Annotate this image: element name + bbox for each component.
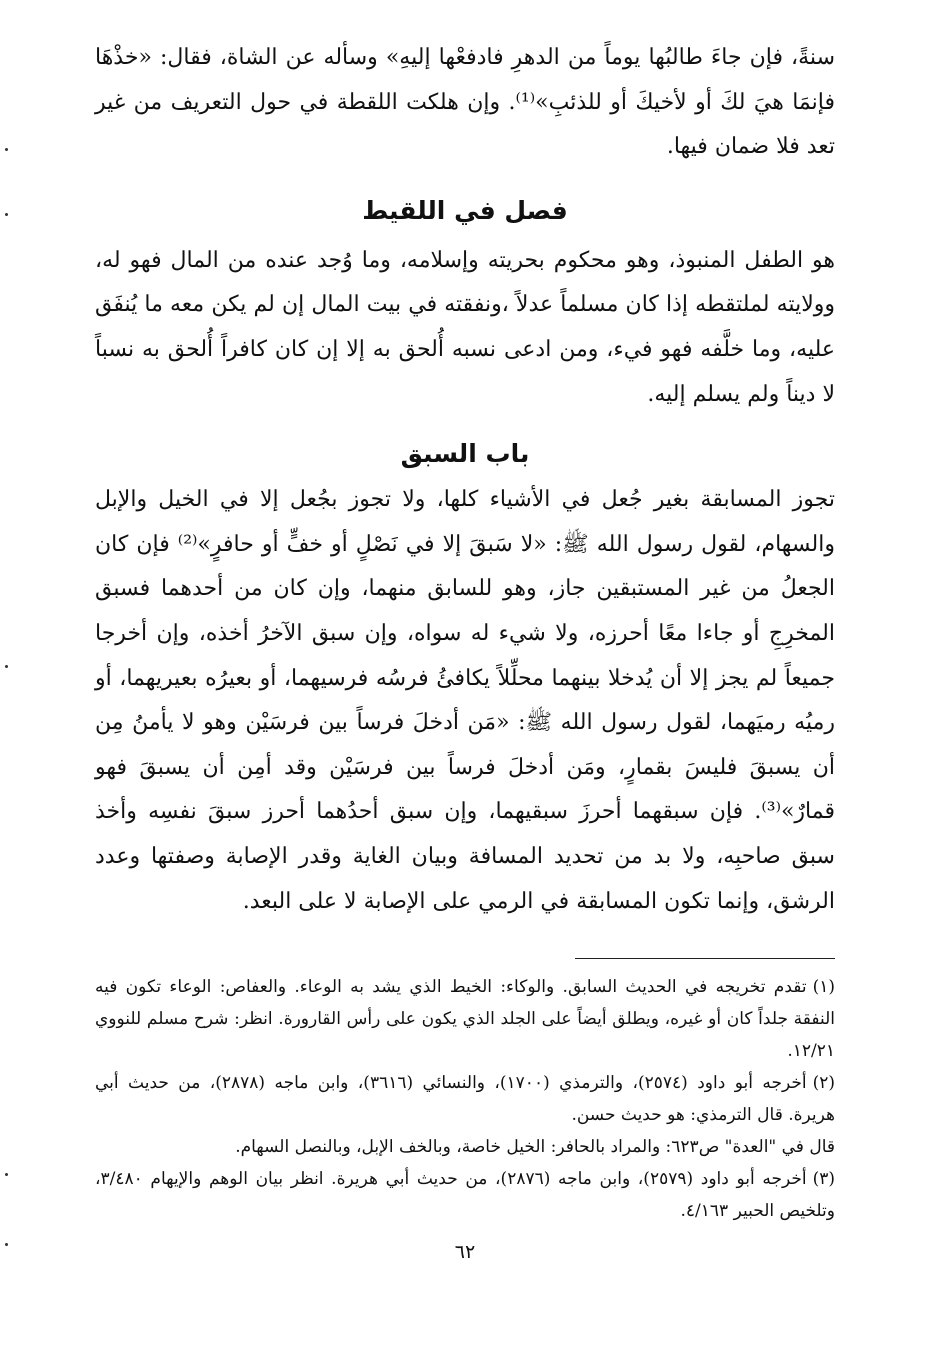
footnote-2-continued [95,1131,835,1163]
chapter-heading-racing: باب السبق [400,439,530,469]
footnote-text: أخرجه أبو داود (٢٥٧٩)، وابن ماجه (٢٨٧٦)، من حديث أبي هريرة. انظر بيان الوهم والإيهام ٣/٤٨٠، وتلخيص الحبير ٤/١٦٣. [95,1169,835,1222]
footnote-3 [95,1163,835,1227]
scan-artifact-dot [5,1243,8,1246]
footnote-separator [575,958,835,959]
scan-artifact-dot [5,148,8,151]
paragraph-lost-property-end: سنةً، فإن جاءَ طالبُها يوماً من الدهرِ فادفعْها إليهِ» وسأله عن الشاة، فقال: «خذْهَا فإنمَا هيَ لكَ أو لأخيكَ أو للذئبِ»⁽¹⁾. وإن هلكت اللقطة في حول التعريف من غير تعد فلا ضمان فيها. [95,45,836,160]
paragraph-racing: تجوز المسابقة بغير جُعل في الأشياء كلها، ولا تجوز بجُعل إلا في الخيل والإبل والسهام، لقول رسول الله ﷺ: «لا سَبقَ إلا في نَصْلٍ أو خفٍّ أو حافرٍ»⁽²⁾ فإن كان الجعلُ من غير المستبقين جاز، وهو للسابق منهما، وإن كان من أحدهما فسبق المخرِجِ أو جاءا معًا أحرزه، ولا شيء له سواه، وإن سبق الآخرُ أخذه، وإن أخرجا جميعاً لم يجز إلا أن يُدخلا بينهما محلِّلاً يكافئُ فرسُه فرسيهما، أو بعيرُه بعيريهما، أو رميُه رميَهما، لقول رسول الله ﷺ: «مَن أدخلَ فرساً بين فرسَيْن وهو لا يأمنُ مِن أن يسبقَ فليسَ بقمارٍ، ومَن أدخلَ فرساً بين فرسَيْن وقد أمِن أن يسبقَ فهو قمارٌ»⁽³⁾. فإن سبقهما أحرزَ سبقيهما، وإن سبق أحدُهما أحرز سبقَ نفسِه وأخذ سبق صاحبِه، ولا بد من تحديد المسافة وبيان الغاية وقدر الإصابة وصفتها وعدد الرشق، وإنما تكون المسابقة في الرمي على الإصابة لا على البعد. [95,487,835,914]
book-page [95,36,835,1263]
footnotes [95,971,835,1227]
footnote-number: (١) [812,977,835,998]
footnote-text: تقدم تخريجه في الحديث السابق. والوكاء: الخيط الذي يشد به الوعاء. والعفاص: الوعاء تكون فيه النفقة جلداً كان أو غيره، ويطلق أيضاً على الجلد الذي يكون على رأس القارورة. انظر: شرح مسلم للنووي ١٢/٢١. [95,977,835,1062]
footnote-text: أخرجه أبو داود (٢٥٧٤)، والترمذي (١٧٠٠)، والنسائي (٣٦١٦)، وابن ماجه (٢٨٧٨)، من حديث أبي هريرة. قال الترمذي: هو حديث حسن. [95,1073,835,1126]
footnote-text: قال في "العدة" ص٦٢٣: والمراد بالحافر: الخيل خاصة، وبالخف الإبل، وبالنصل السهام. [235,1137,835,1158]
scan-artifact-dot [5,1173,8,1176]
footnote-2 [95,1067,835,1131]
paragraph-foundling: هو الطفل المنبوذ، وهو محكوم بحريته وإسلامه، وما وُجد عنده من المال فهو له، وولايته لملتقطه إذا كان مسلماً عدلاً ،ونفقته في بيت المال إن لم يكن معه ما يُنفَق عليه، وما خلَّفه فهو فيء، ومن ادعى نسبه أُلحق به إلا إن كان كافراً أُلحق به نسباً لا ديناً ولم يسلم إليه. [95,247,835,407]
page-number: ٦٢ [454,1241,476,1264]
scan-artifact-dot [5,665,8,668]
footnote-number: (٢) [812,1073,835,1094]
footnote-number: (٣) [812,1169,836,1190]
scan-artifact-dot [5,213,8,216]
section-heading-foundling: فصل في اللقيط [362,195,568,225]
footnote-1 [95,971,835,1067]
